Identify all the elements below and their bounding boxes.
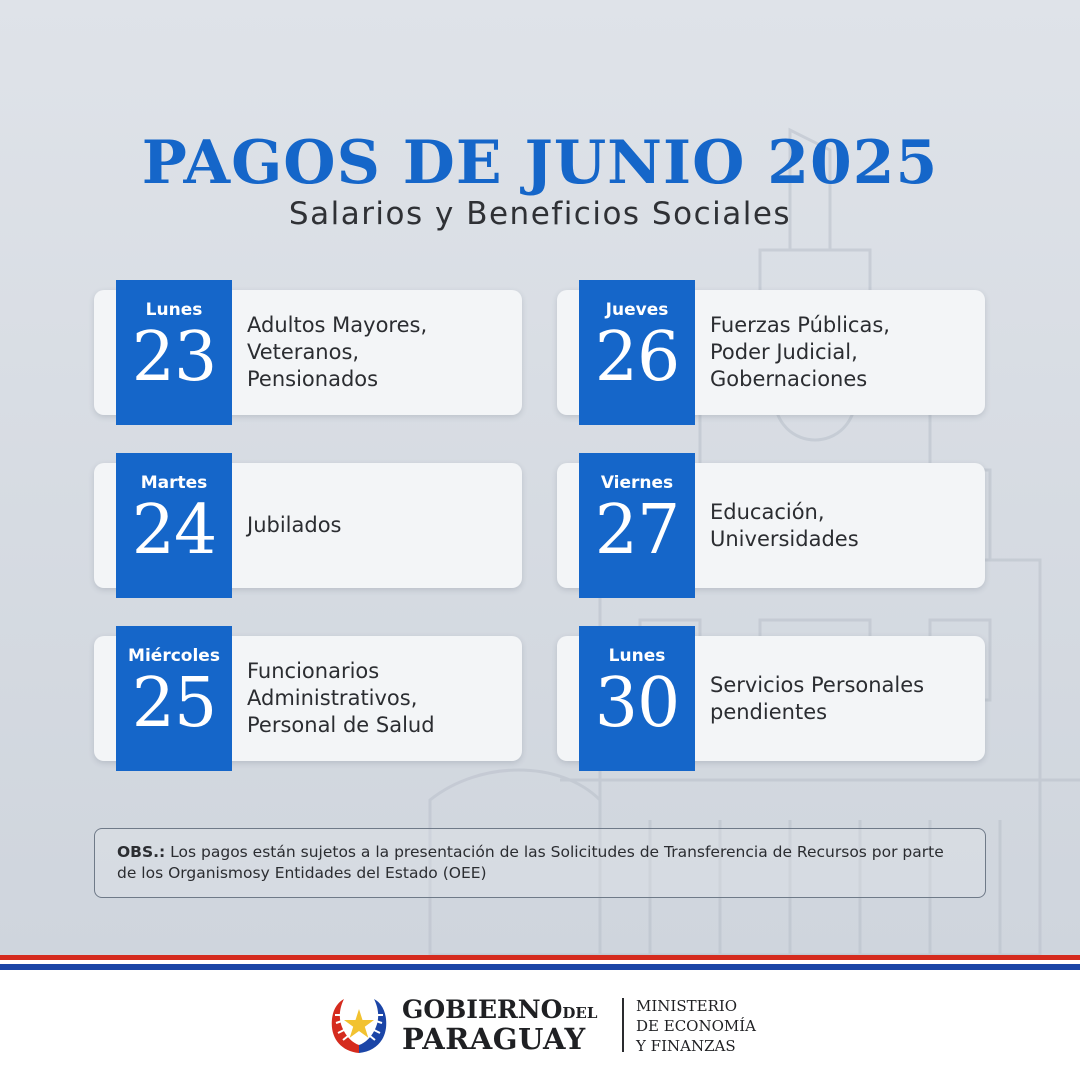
day-name: Martes (140, 473, 208, 493)
gov-name-gobierno: GOBIERNO (402, 995, 563, 1024)
paraguay-seal-icon (326, 993, 392, 1059)
day-name: Miércoles (128, 646, 220, 666)
day-number: 24 (131, 491, 217, 570)
page-subtitle: Salarios y Beneficios Sociales (288, 196, 792, 232)
page-title: PAGOS DE JUNIO 2025 (141, 128, 939, 198)
day-number: 30 (594, 664, 680, 743)
beneficiaries (710, 290, 973, 415)
beneficiaries-text: Fuerzas Públicas, Poder Judicial, Gobernaciones (710, 313, 890, 391)
beneficiaries-text: Adultos Mayores, Veteranos, Pensionados (247, 313, 428, 391)
date-box (579, 453, 695, 598)
beneficiaries (710, 463, 973, 588)
beneficiaries-text: Funcionarios Administrativos, Personal de Salud (247, 659, 435, 737)
gov-name-del: DEL (562, 1004, 598, 1022)
logo-divider (622, 998, 624, 1052)
beneficiaries (247, 463, 510, 588)
schedule-card-2 (94, 463, 522, 588)
beneficiaries (710, 636, 973, 761)
day-number: 26 (594, 318, 680, 397)
day-number: 25 (131, 664, 217, 743)
schedule-card-0 (94, 290, 522, 415)
schedule-card-4 (94, 636, 522, 761)
day-name: Viernes (600, 473, 674, 493)
day-number: 23 (131, 318, 217, 397)
day-number: 27 (594, 491, 680, 570)
beneficiaries (247, 636, 510, 761)
day-name: Lunes (608, 646, 666, 666)
date-box (579, 280, 695, 425)
day-name: Lunes (145, 300, 203, 320)
note-text: Los pagos están sujetos a la presentación de las Solicitudes de Transferencia de Recursos por parte de los Organismosy Entidades del Estado (OEE) (117, 843, 944, 882)
ministry-line1: MINISTERIO (636, 997, 738, 1015)
schedule-card-1 (557, 290, 985, 415)
beneficiaries-text: Servicios Personales pendientes (710, 672, 925, 724)
beneficiaries-text: Jubilados (247, 513, 342, 537)
gov-name-line2: PARAGUAY (402, 1022, 586, 1056)
ministry-line3: Y FINANZAS (636, 1037, 736, 1055)
date-box (116, 280, 232, 425)
beneficiaries (247, 290, 510, 415)
schedule-card-5 (557, 636, 985, 761)
day-name: Jueves (605, 300, 669, 320)
observation-note (94, 828, 986, 898)
note-label: OBS.: (117, 843, 166, 861)
ministry-line2: DE ECONOMÍA (636, 1017, 757, 1035)
date-box (579, 626, 695, 771)
schedule-card-3 (557, 463, 985, 588)
date-box (116, 626, 232, 771)
date-box (116, 453, 232, 598)
beneficiaries-text: Educación, Universidades (710, 499, 859, 551)
ministry-name (636, 996, 756, 1056)
